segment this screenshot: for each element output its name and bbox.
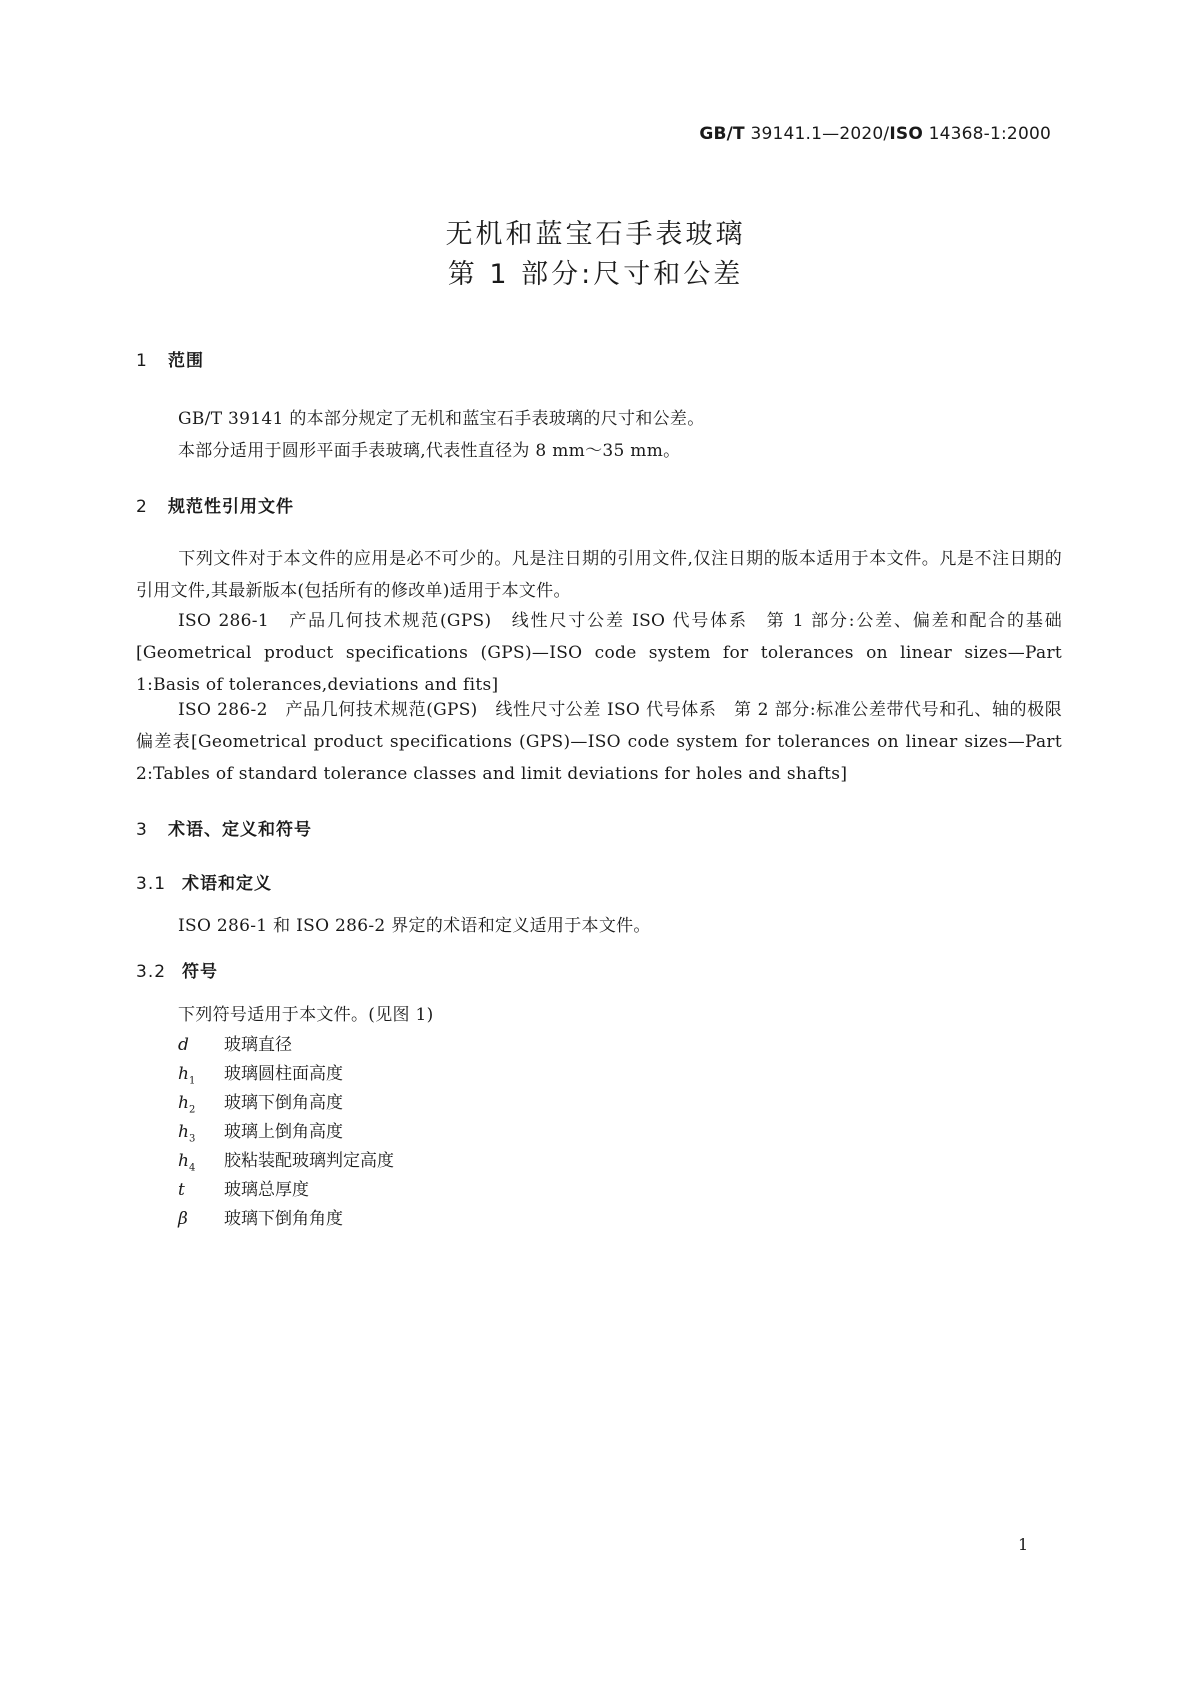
section-3-1-heading: 3.1 术语和定义 bbox=[136, 874, 272, 894]
symbols-intro: 下列符号适用于本文件。(见图 1) bbox=[178, 1005, 434, 1025]
symbol-row bbox=[178, 1146, 394, 1173]
reference-iso-286-1: ISO 286-1 产品几何技术规范(GPS) 线性尺寸公差 ISO 代号体系 第 1 部分:公差、偏差和配合的基础[Geometrical product specifications (GPS)—ISO code system for tolerances on linear sizes—Part 1:Basis of tolerances,deviations and fits] bbox=[136, 611, 1062, 695]
symbol: $h_4$ bbox=[178, 1151, 196, 1174]
symbol-row bbox=[178, 1204, 343, 1229]
symbol: $h_2$ bbox=[178, 1093, 196, 1116]
scope-paragraph-2: 本部分适用于圆形平面手表玻璃,代表性直径为 8 mm～35 mm。 bbox=[178, 441, 681, 461]
symbol-row bbox=[178, 1030, 292, 1055]
symbol-description: 玻璃上倒角高度 bbox=[224, 1122, 343, 1142]
symbol-row bbox=[178, 1175, 309, 1200]
section-3-heading: 3 术语、定义和符号 bbox=[136, 820, 312, 840]
symbol-description: 胶粘装配玻璃判定高度 bbox=[224, 1151, 394, 1171]
page-number: 1 bbox=[1018, 1535, 1029, 1554]
symbol-row bbox=[178, 1117, 343, 1144]
normative-references-intro: 下列文件对于本文件的应用是必不可少的。凡是注日期的引用文件,仅注日期的版本适用于本文件。凡是不注日期的引用文件,其最新版本(包括所有的修改单)适用于本文件。 bbox=[136, 549, 1062, 601]
standard-number-header: GB/T 39141.1—2020/ISO 14368-1:2000 bbox=[699, 124, 1051, 144]
symbol: t bbox=[178, 1180, 185, 1200]
symbol-description: 玻璃总厚度 bbox=[224, 1180, 309, 1200]
reference-iso-286-2: ISO 286-2 产品几何技术规范(GPS) 线性尺寸公差 ISO 代号体系 第 2 部分:标准公差带代号和孔、轴的极限偏差表[Geometrical product specifications (GPS)—ISO code system for tolerances on linear sizes—Part 2:Tables of standard tolerance classes and limit deviations for holes and shafts] bbox=[136, 700, 1062, 784]
section-3-2-heading: 3.2 符号 bbox=[136, 962, 218, 982]
symbol: $h_3$ bbox=[178, 1122, 196, 1145]
symbol-row bbox=[178, 1088, 343, 1115]
symbol: $h_1$ bbox=[178, 1064, 196, 1087]
symbol: β bbox=[178, 1209, 188, 1229]
scope-paragraph-1: GB/T 39141 的本部分规定了无机和蓝宝石手表玻璃的尺寸和公差。 bbox=[178, 409, 705, 429]
document-title: 无机和蓝宝石手表玻璃 bbox=[445, 219, 746, 250]
symbol-row bbox=[178, 1059, 343, 1086]
symbol-description: 玻璃下倒角高度 bbox=[224, 1093, 343, 1113]
section-2-heading: 2 规范性引用文件 bbox=[136, 497, 294, 517]
section-1-heading: 1 范围 bbox=[136, 351, 204, 371]
symbol-description: 玻璃下倒角角度 bbox=[224, 1209, 343, 1229]
symbol-description: 玻璃直径 bbox=[224, 1035, 292, 1055]
symbol-description: 玻璃圆柱面高度 bbox=[224, 1064, 343, 1084]
document-subtitle: 第 1 部分:尺寸和公差 bbox=[447, 259, 744, 290]
symbol: d bbox=[178, 1035, 189, 1055]
terms-paragraph: ISO 286-1 和 ISO 286-2 界定的术语和定义适用于本文件。 bbox=[178, 916, 651, 936]
